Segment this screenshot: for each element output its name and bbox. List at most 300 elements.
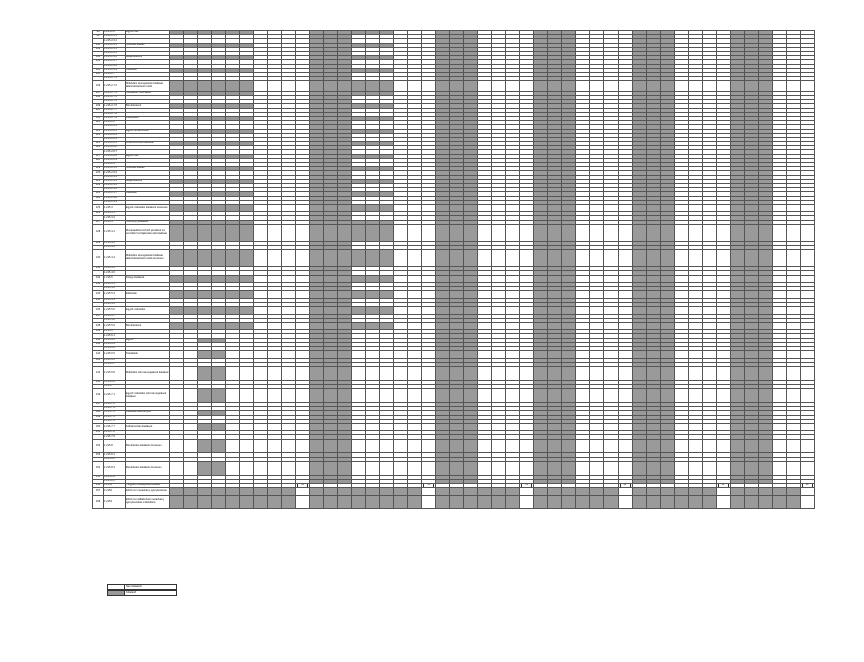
data-cell[interactable] (436, 204, 450, 211)
data-cell[interactable] (744, 461, 758, 475)
data-cell[interactable] (324, 439, 338, 453)
data-cell[interactable] (338, 351, 352, 358)
data-cell[interactable] (254, 423, 268, 430)
data-cell[interactable] (240, 367, 254, 381)
data-cell[interactable] (688, 307, 702, 314)
data-cell[interactable] (394, 461, 408, 475)
data-cell[interactable] (226, 322, 240, 329)
data-cell[interactable] (548, 275, 562, 282)
data-cell[interactable] (268, 439, 282, 453)
data-cell[interactable] (338, 488, 352, 495)
data-cell[interactable] (786, 307, 800, 314)
data-cell[interactable] (198, 81, 212, 92)
data-cell[interactable] (212, 488, 226, 495)
data-cell[interactable] (254, 439, 268, 453)
data-cell[interactable] (772, 495, 786, 509)
data-cell[interactable] (716, 204, 730, 211)
data-cell[interactable] (702, 307, 716, 314)
data-cell[interactable] (380, 488, 394, 495)
data-cell[interactable] (212, 81, 226, 92)
data-cell[interactable] (254, 367, 268, 381)
data-cell[interactable] (240, 461, 254, 475)
data-cell[interactable] (674, 439, 688, 453)
data-cell[interactable] (422, 389, 436, 403)
data-cell[interactable] (282, 423, 296, 430)
data-cell[interactable] (590, 204, 604, 211)
data-cell[interactable] (786, 275, 800, 282)
data-cell[interactable] (590, 439, 604, 453)
data-cell[interactable] (464, 224, 478, 241)
data-cell[interactable] (758, 275, 772, 282)
data-cell[interactable] (604, 250, 618, 267)
data-cell[interactable] (520, 439, 534, 453)
data-cell[interactable] (688, 204, 702, 211)
data-cell[interactable] (380, 204, 394, 211)
data-cell[interactable] (506, 461, 520, 475)
data-cell[interactable] (282, 307, 296, 314)
data-cell[interactable] (520, 250, 534, 267)
data-cell[interactable] (310, 204, 324, 211)
data-cell[interactable] (464, 389, 478, 403)
data-cell[interactable] (184, 307, 198, 314)
data-cell[interactable] (744, 322, 758, 329)
data-cell[interactable] (464, 423, 478, 430)
data-cell[interactable] (212, 495, 226, 509)
data-cell[interactable] (338, 322, 352, 329)
data-cell[interactable] (366, 488, 380, 495)
data-cell[interactable] (534, 322, 548, 329)
data-cell[interactable] (478, 275, 492, 282)
data-cell[interactable] (366, 204, 380, 211)
data-cell[interactable] (394, 204, 408, 211)
data-cell[interactable] (324, 307, 338, 314)
data-cell[interactable] (170, 439, 184, 453)
data-cell[interactable] (772, 250, 786, 267)
data-cell[interactable] (800, 224, 814, 241)
data-cell[interactable] (618, 351, 632, 358)
data-cell[interactable] (366, 461, 380, 475)
data-cell[interactable] (380, 439, 394, 453)
data-cell[interactable] (436, 439, 450, 453)
data-cell[interactable] (716, 484, 730, 488)
data-cell[interactable] (240, 204, 254, 211)
data-cell[interactable] (576, 322, 590, 329)
data-cell[interactable] (436, 351, 450, 358)
data-cell[interactable] (282, 439, 296, 453)
data-cell[interactable] (716, 275, 730, 282)
data-cell[interactable] (240, 495, 254, 509)
data-cell[interactable] (338, 367, 352, 381)
data-cell[interactable] (758, 81, 772, 92)
data-cell[interactable] (226, 291, 240, 298)
data-cell[interactable] (646, 495, 660, 509)
data-cell[interactable] (800, 423, 814, 430)
data-cell[interactable] (702, 250, 716, 267)
data-cell[interactable] (674, 224, 688, 241)
data-cell[interactable] (170, 81, 184, 92)
data-cell[interactable] (352, 250, 366, 267)
data-cell[interactable] (744, 291, 758, 298)
data-cell[interactable] (450, 81, 464, 92)
data-cell[interactable] (506, 204, 520, 211)
data-cell[interactable] (772, 389, 786, 403)
data-cell[interactable] (604, 204, 618, 211)
data-cell[interactable] (366, 322, 380, 329)
data-cell[interactable] (450, 423, 464, 430)
data-cell[interactable] (408, 204, 422, 211)
data-cell[interactable] (632, 81, 646, 92)
data-cell[interactable] (310, 275, 324, 282)
data-cell[interactable] (296, 204, 310, 211)
data-cell[interactable] (506, 389, 520, 403)
data-cell[interactable] (632, 204, 646, 211)
data-cell[interactable] (562, 307, 576, 314)
data-cell[interactable] (366, 495, 380, 509)
data-cell[interactable] (702, 367, 716, 381)
data-cell[interactable] (702, 322, 716, 329)
data-cell[interactable] (464, 81, 478, 92)
data-cell[interactable] (380, 224, 394, 241)
data-cell[interactable] (604, 488, 618, 495)
data-cell[interactable] (366, 389, 380, 403)
data-cell[interactable] (254, 461, 268, 475)
data-cell[interactable] (478, 367, 492, 381)
data-cell[interactable] (352, 488, 366, 495)
data-cell[interactable] (226, 389, 240, 403)
data-cell[interactable] (590, 461, 604, 475)
data-cell[interactable] (212, 224, 226, 241)
data-cell[interactable] (716, 495, 730, 509)
data-cell[interactable] (660, 367, 674, 381)
data-cell[interactable] (296, 423, 310, 430)
data-cell[interactable] (184, 439, 198, 453)
data-cell[interactable] (226, 461, 240, 475)
data-cell[interactable] (674, 389, 688, 403)
data-cell[interactable] (226, 204, 240, 211)
data-cell[interactable] (548, 488, 562, 495)
data-cell[interactable] (338, 461, 352, 475)
data-cell[interactable] (492, 204, 506, 211)
data-cell[interactable] (618, 291, 632, 298)
data-cell[interactable] (506, 439, 520, 453)
data-cell[interactable] (170, 488, 184, 495)
data-cell[interactable] (282, 81, 296, 92)
data-cell[interactable] (562, 495, 576, 509)
data-cell[interactable] (758, 461, 772, 475)
data-cell[interactable] (478, 291, 492, 298)
data-cell[interactable] (520, 351, 534, 358)
data-cell[interactable] (422, 439, 436, 453)
data-cell[interactable] (450, 495, 464, 509)
data-cell[interactable] (450, 224, 464, 241)
data-cell[interactable] (534, 275, 548, 282)
data-cell[interactable] (660, 307, 674, 314)
data-cell[interactable] (674, 423, 688, 430)
data-cell[interactable] (590, 488, 604, 495)
data-cell[interactable] (408, 307, 422, 314)
data-cell[interactable] (310, 307, 324, 314)
data-cell[interactable] (520, 367, 534, 381)
data-cell[interactable] (338, 204, 352, 211)
data-cell[interactable] (772, 322, 786, 329)
data-cell[interactable] (786, 439, 800, 453)
data-cell[interactable] (478, 423, 492, 430)
data-cell[interactable] (646, 291, 660, 298)
data-cell[interactable] (464, 351, 478, 358)
data-cell[interactable] (618, 488, 632, 495)
data-cell[interactable] (240, 423, 254, 430)
data-cell[interactable] (296, 484, 310, 488)
data-cell[interactable] (590, 307, 604, 314)
data-cell[interactable] (744, 81, 758, 92)
data-cell[interactable] (646, 423, 660, 430)
data-cell[interactable] (744, 224, 758, 241)
data-cell[interactable] (352, 307, 366, 314)
data-cell[interactable] (212, 307, 226, 314)
data-cell[interactable] (366, 423, 380, 430)
data-cell[interactable] (730, 250, 744, 267)
data-cell[interactable] (492, 439, 506, 453)
data-cell[interactable] (282, 204, 296, 211)
data-cell[interactable] (744, 439, 758, 453)
data-cell[interactable] (716, 389, 730, 403)
data-cell[interactable] (296, 322, 310, 329)
data-cell[interactable] (478, 250, 492, 267)
data-cell[interactable] (478, 488, 492, 495)
data-cell[interactable] (562, 351, 576, 358)
data-cell[interactable] (492, 351, 506, 358)
data-cell[interactable] (632, 307, 646, 314)
data-cell[interactable] (730, 81, 744, 92)
data-cell[interactable] (338, 275, 352, 282)
data-cell[interactable] (716, 250, 730, 267)
data-cell[interactable] (464, 204, 478, 211)
data-cell[interactable] (380, 389, 394, 403)
data-cell[interactable] (380, 291, 394, 298)
data-cell[interactable] (730, 307, 744, 314)
data-cell[interactable] (436, 81, 450, 92)
data-cell[interactable] (380, 81, 394, 92)
data-cell[interactable] (226, 488, 240, 495)
data-cell[interactable] (702, 423, 716, 430)
data-cell[interactable] (478, 495, 492, 509)
data-cell[interactable] (506, 81, 520, 92)
data-cell[interactable] (576, 488, 590, 495)
data-cell[interactable] (254, 291, 268, 298)
data-cell[interactable] (632, 389, 646, 403)
data-cell[interactable] (660, 461, 674, 475)
data-cell[interactable] (688, 423, 702, 430)
data-cell[interactable] (758, 204, 772, 211)
data-cell[interactable] (688, 461, 702, 475)
data-cell[interactable] (352, 351, 366, 358)
data-cell[interactable] (730, 224, 744, 241)
data-cell[interactable] (674, 351, 688, 358)
data-cell[interactable] (212, 204, 226, 211)
data-cell[interactable] (702, 389, 716, 403)
data-cell[interactable] (772, 275, 786, 282)
data-cell[interactable] (198, 439, 212, 453)
data-cell[interactable] (450, 389, 464, 403)
data-cell[interactable] (772, 307, 786, 314)
data-cell[interactable] (576, 389, 590, 403)
data-cell[interactable] (282, 250, 296, 267)
data-cell[interactable] (296, 275, 310, 282)
data-cell[interactable] (534, 461, 548, 475)
data-cell[interactable] (226, 250, 240, 267)
data-cell[interactable] (520, 81, 534, 92)
data-cell[interactable] (772, 423, 786, 430)
data-cell[interactable] (422, 250, 436, 267)
data-cell[interactable] (548, 461, 562, 475)
data-cell[interactable] (478, 461, 492, 475)
data-cell[interactable] (170, 351, 184, 358)
data-cell[interactable] (254, 307, 268, 314)
data-cell[interactable] (380, 250, 394, 267)
data-cell[interactable] (730, 461, 744, 475)
data-cell[interactable] (646, 322, 660, 329)
data-cell[interactable] (548, 250, 562, 267)
data-cell[interactable] (576, 423, 590, 430)
data-cell[interactable] (338, 439, 352, 453)
data-cell[interactable] (492, 461, 506, 475)
data-cell[interactable] (240, 439, 254, 453)
data-cell[interactable] (800, 307, 814, 314)
data-cell[interactable] (436, 224, 450, 241)
data-cell[interactable] (450, 461, 464, 475)
data-cell[interactable] (268, 351, 282, 358)
data-cell[interactable] (520, 204, 534, 211)
data-cell[interactable] (646, 351, 660, 358)
data-cell[interactable] (170, 291, 184, 298)
data-cell[interactable] (702, 81, 716, 92)
data-cell[interactable] (576, 461, 590, 475)
data-cell[interactable] (282, 322, 296, 329)
data-cell[interactable] (800, 275, 814, 282)
data-cell[interactable] (254, 495, 268, 509)
data-cell[interactable] (660, 389, 674, 403)
data-cell[interactable] (450, 351, 464, 358)
data-cell[interactable] (422, 423, 436, 430)
data-cell[interactable] (520, 488, 534, 495)
data-cell[interactable] (422, 488, 436, 495)
data-cell[interactable] (562, 423, 576, 430)
data-cell[interactable] (240, 291, 254, 298)
data-cell[interactable] (394, 351, 408, 358)
data-cell[interactable] (534, 495, 548, 509)
data-cell[interactable] (366, 81, 380, 92)
data-cell[interactable] (506, 307, 520, 314)
data-cell[interactable] (212, 423, 226, 430)
data-cell[interactable] (436, 322, 450, 329)
data-cell[interactable] (604, 461, 618, 475)
data-cell[interactable] (506, 291, 520, 298)
data-cell[interactable] (198, 389, 212, 403)
data-cell[interactable] (226, 367, 240, 381)
data-cell[interactable] (450, 291, 464, 298)
data-cell[interactable] (296, 224, 310, 241)
data-cell[interactable] (170, 204, 184, 211)
data-cell[interactable] (576, 204, 590, 211)
data-cell[interactable] (310, 488, 324, 495)
data-cell[interactable] (296, 389, 310, 403)
data-cell[interactable] (352, 439, 366, 453)
data-cell[interactable] (198, 275, 212, 282)
data-cell[interactable] (604, 423, 618, 430)
data-cell[interactable] (478, 204, 492, 211)
data-cell[interactable] (604, 322, 618, 329)
data-cell[interactable] (716, 81, 730, 92)
data-cell[interactable] (772, 461, 786, 475)
data-cell[interactable] (800, 461, 814, 475)
data-cell[interactable] (492, 488, 506, 495)
data-cell[interactable] (268, 204, 282, 211)
data-cell[interactable] (408, 291, 422, 298)
data-cell[interactable] (436, 488, 450, 495)
data-cell[interactable] (380, 322, 394, 329)
data-cell[interactable] (408, 495, 422, 509)
data-cell[interactable] (800, 439, 814, 453)
data-cell[interactable] (702, 461, 716, 475)
data-cell[interactable] (170, 250, 184, 267)
data-cell[interactable] (562, 322, 576, 329)
data-cell[interactable] (744, 488, 758, 495)
data-cell[interactable] (450, 275, 464, 282)
data-cell[interactable] (674, 367, 688, 381)
data-cell[interactable] (268, 224, 282, 241)
data-cell[interactable] (338, 224, 352, 241)
data-cell[interactable] (268, 81, 282, 92)
data-cell[interactable] (660, 351, 674, 358)
data-cell[interactable] (436, 307, 450, 314)
data-cell[interactable] (632, 423, 646, 430)
data-cell[interactable] (394, 389, 408, 403)
data-cell[interactable] (758, 439, 772, 453)
data-cell[interactable] (170, 495, 184, 509)
data-cell[interactable] (800, 484, 814, 488)
data-cell[interactable] (394, 250, 408, 267)
data-cell[interactable] (590, 389, 604, 403)
data-cell[interactable] (478, 81, 492, 92)
data-cell[interactable] (394, 495, 408, 509)
data-cell[interactable] (688, 495, 702, 509)
data-cell[interactable] (282, 367, 296, 381)
data-cell[interactable] (422, 322, 436, 329)
data-cell[interactable] (548, 204, 562, 211)
data-cell[interactable] (660, 322, 674, 329)
data-cell[interactable] (226, 275, 240, 282)
data-cell[interactable] (618, 439, 632, 453)
data-cell[interactable] (576, 224, 590, 241)
data-cell[interactable] (394, 367, 408, 381)
data-cell[interactable] (184, 275, 198, 282)
data-cell[interactable] (296, 439, 310, 453)
data-cell[interactable] (590, 250, 604, 267)
data-cell[interactable] (618, 461, 632, 475)
data-cell[interactable] (590, 351, 604, 358)
data-cell[interactable] (464, 367, 478, 381)
data-cell[interactable] (562, 224, 576, 241)
data-cell[interactable] (646, 307, 660, 314)
data-cell[interactable] (282, 351, 296, 358)
data-cell[interactable] (800, 204, 814, 211)
data-cell[interactable] (408, 439, 422, 453)
data-cell[interactable] (380, 351, 394, 358)
data-cell[interactable] (268, 495, 282, 509)
data-cell[interactable] (772, 439, 786, 453)
data-cell[interactable] (576, 291, 590, 298)
data-cell[interactable] (184, 204, 198, 211)
